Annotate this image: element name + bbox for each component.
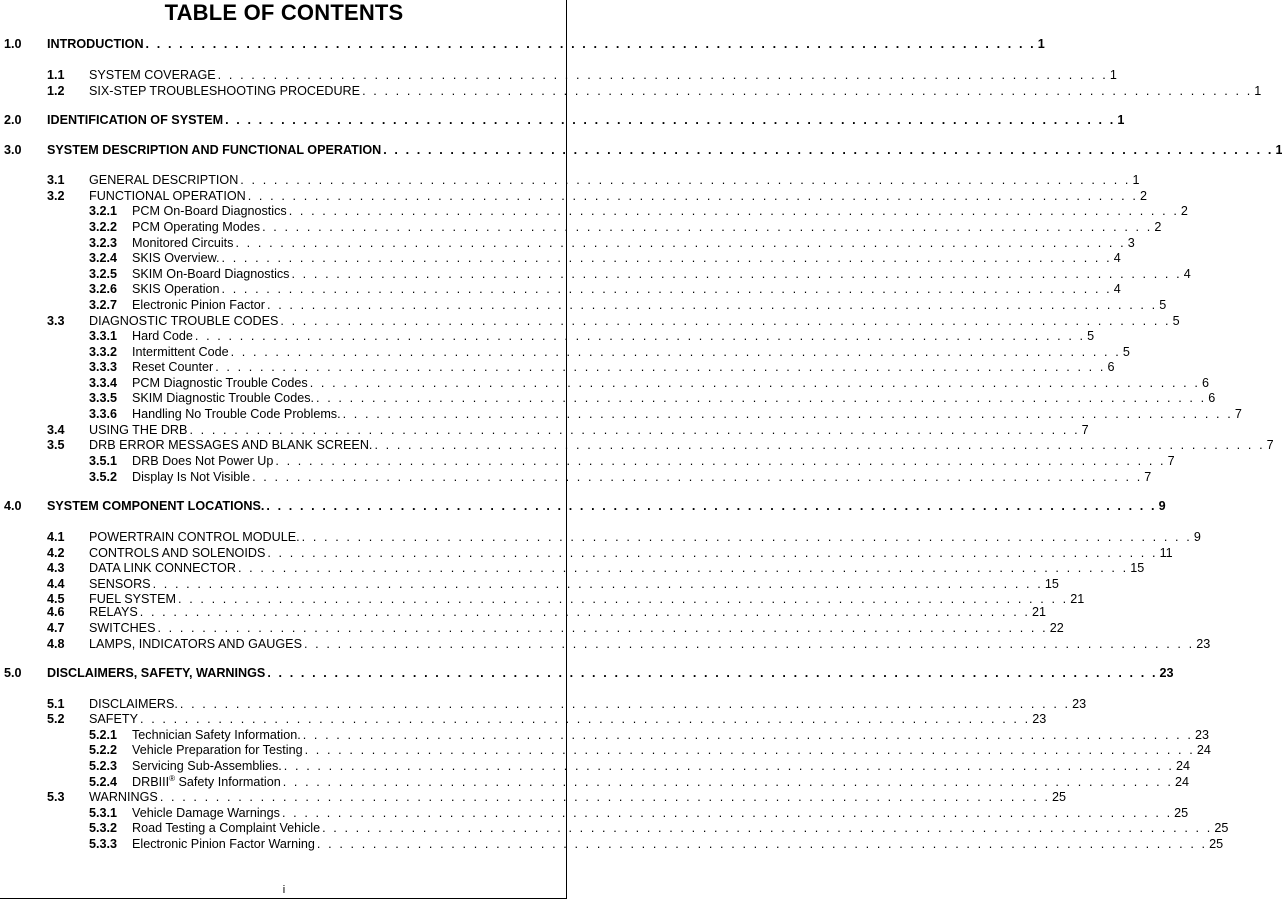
toc-entry-page: 5 bbox=[1087, 329, 1095, 343]
toc-entry[interactable] bbox=[89, 391, 1216, 406]
toc-entry[interactable] bbox=[89, 329, 1095, 344]
toc-entry-number: 4.1 bbox=[47, 530, 65, 544]
toc-entry-page: 2 bbox=[1154, 220, 1162, 234]
dot-leader: . . . . . . . . . . . . . . . . . . . . . . . . . . . . . . . . . . . . . . . . . . . . . . . . . . . . . . . . . . . . . . . . . . . . . . . . . . . . . . . . bbox=[194, 329, 1086, 343]
toc-entry-number: 2.0 bbox=[4, 113, 22, 127]
toc-entry[interactable] bbox=[47, 438, 1274, 453]
toc-entry-page: 1 bbox=[1132, 173, 1140, 187]
dot-leader: . . . . . . . . . . . . . . . . . . . . . . . . . . . . . . . . . . . . . . . . . . . . . . . . . . . . . . . . . . . . . . . . . . . . . . . . . . . . . . . . bbox=[267, 546, 1158, 560]
toc-entry-number: 3.2.4 bbox=[89, 251, 118, 265]
toc-entry-page: 2 bbox=[1139, 189, 1147, 203]
toc-entry-label: SAFETY bbox=[89, 712, 138, 726]
toc-entry-page: 1 bbox=[1275, 143, 1282, 157]
toc-entry-number: 4.2 bbox=[47, 546, 65, 560]
toc-entry-label: DISCLAIMERS, SAFETY, WARNINGS bbox=[47, 666, 266, 680]
toc-entry-number: 3.2.2 bbox=[89, 220, 118, 234]
toc-entry-number: 5.2.3 bbox=[89, 759, 118, 773]
toc-entry[interactable] bbox=[47, 173, 1140, 188]
toc-entry-page: 22 bbox=[1049, 621, 1064, 635]
toc-entry-number: 3.3 bbox=[47, 314, 65, 328]
dot-leader: . . . . . . . . . . . . . . . . . . . . . . . . . . . . . . . . . . . . . . . . . . . . . . . . . . . . . . . . . . . . . . . . . . . . . . . . . . . . . . . . bbox=[275, 454, 1166, 468]
toc-entry-number: 4.5 bbox=[47, 592, 65, 606]
toc-entry-label: INTRODUCTION bbox=[47, 37, 144, 51]
toc-entry[interactable] bbox=[89, 298, 1167, 313]
toc-entry-page: 4 bbox=[1113, 251, 1121, 265]
toc-entry-number: 4.7 bbox=[47, 621, 65, 635]
toc-entry-number: 3.2.3 bbox=[89, 236, 118, 250]
dot-leader: . . . . . . . . . . . . . . . . . . . . . . . . . . . . . . . . . . . . . . . . . . . . . . . . . . . . . . . . . . . . . . . . . . . . . . . . . . . . . . . . bbox=[280, 314, 1171, 328]
toc-entry-page: 1 bbox=[1117, 113, 1125, 127]
toc-entry-label: SWITCHES bbox=[89, 621, 156, 635]
toc-entry-label: Vehicle Preparation for Testing bbox=[132, 743, 303, 757]
toc-entry-number: 3.1 bbox=[47, 173, 65, 187]
toc-entry-page: 23 bbox=[1194, 728, 1209, 742]
toc-entry-number: 1.1 bbox=[47, 68, 65, 82]
dot-leader: . . . . . . . . . . . . . . . . . . . . . . . . . . . . . . . . . . . . . . . . . . . . . . . . . . . . . . . . . . . . . . . . . . . . . . . . . . . . . . . . bbox=[362, 84, 1253, 98]
toc-entry-page: 6 bbox=[1201, 376, 1209, 390]
toc-entry-number: 3.3.4 bbox=[89, 376, 118, 390]
toc-entry-label: SYSTEM DESCRIPTION AND FUNCTIONAL OPERATION bbox=[47, 143, 382, 157]
toc-entry-label: SYSTEM COMPONENT LOCATIONS. bbox=[47, 499, 265, 513]
dot-leader: . . . . . . . . . . . . . . . . . . . . . . . . . . . . . . . . . . . . . . . . . . . . . . . . . . . . . . . . . . . . . . . . . . . . . . . . . . . . . . . . bbox=[374, 438, 1265, 452]
dot-leader: . . . . . . . . . . . . . . . . . . . . . . . . . . . . . . . . . . . . . . . . . . . . . . . . . . . . . . . . . . . . . . . . . . . . . . . . . . . . . . . . bbox=[316, 837, 1208, 851]
dot-leader: . . . . . . . . . . . . . . . . . . . . . . . . . . . . . . . . . . . . . . . . . . . . . . . . . . . . . . . . . . . . . . . . . . . . . . . . . . . . . . . . bbox=[237, 561, 1129, 575]
toc-entry[interactable] bbox=[47, 546, 1173, 561]
toc-entry-page: 25 bbox=[1174, 806, 1189, 820]
dot-leader: . . . . . . . . . . . . . . . . . . . . . . . . . . . . . . . . . . . . . . . . . . . . . . . . . . . . . . . . . . . . . . . . . . . . . . . . . . . . . . . . bbox=[283, 759, 1175, 773]
toc-entry-label: Hard Code bbox=[132, 329, 193, 343]
toc-entry-page: 6 bbox=[1107, 360, 1115, 374]
toc-entry-number: 4.3 bbox=[47, 561, 65, 575]
toc-entry[interactable] bbox=[47, 712, 1047, 727]
toc-entry-number: 3.5.2 bbox=[89, 470, 118, 484]
toc-entry-label: SKIM On-Board Diagnostics bbox=[132, 267, 290, 281]
toc-entry-label: WARNINGS bbox=[89, 790, 158, 804]
toc-entry-number: 5.1 bbox=[47, 697, 65, 711]
toc-entry-page: 15 bbox=[1130, 561, 1145, 575]
dot-leader: . . . . . . . . . . . . . . . . . . . . . . . . . . . . . . . . . . . . . . . . . . . . . . . . . . . . . . . . . . . . . . . . . . . . . . . . . . . . . . . . bbox=[152, 577, 1043, 591]
toc-entry-label: Handling No Trouble Code Problems. bbox=[132, 407, 341, 421]
toc-entry-number: 3.0 bbox=[4, 143, 22, 157]
toc-entry[interactable] bbox=[89, 470, 1152, 485]
toc-entry-number: 4.4 bbox=[47, 577, 65, 591]
dot-leader: . . . . . . . . . . . . . . . . . . . . . . . . . . . . . . . . . . . . . . . . . . . . . . . . . . . . . . . . . . . . . . . . . . . . . . . . . . . . . . . . bbox=[301, 530, 1192, 544]
toc-entry-page: 5 bbox=[1172, 314, 1180, 328]
toc-entry[interactable] bbox=[4, 113, 1125, 128]
toc-entry[interactable] bbox=[47, 530, 1201, 545]
dot-leader: . . . . . . . . . . . . . . . . . . . . . . . . . . . . . . . . . . . . . . . . . . . . . . . . . . . . . . . . . . . . . . . . . . . . . . . . . . . . . . . . bbox=[145, 37, 1036, 51]
toc-entry-number: 1.2 bbox=[47, 84, 65, 98]
toc-entry-label: DRB Does Not Power Up bbox=[132, 454, 274, 468]
toc-entry-number: 3.5 bbox=[47, 438, 65, 452]
toc-entry-number: 5.0 bbox=[4, 666, 22, 680]
toc-entry-page: 9 bbox=[1193, 530, 1201, 544]
toc-entry-label: SKIS Overview. bbox=[132, 251, 220, 265]
toc-entry-label: SYSTEM COVERAGE bbox=[89, 68, 216, 82]
dot-leader: . . . . . . . . . . . . . . . . . . . . . . . . . . . . . . . . . . . . . . . . . . . . . . . . . . . . . . . . . . . . . . . . . . . . . . . . . . . . . . . . bbox=[304, 743, 1195, 757]
toc-entry[interactable] bbox=[89, 759, 1191, 774]
toc-entry-page: 3 bbox=[1127, 236, 1135, 250]
dot-leader: . . . . . . . . . . . . . . . . . . . . . . . . . . . . . . . . . . . . . . . . . . . . . . . . . . . . . . . . . . . . . . . . . . . . . . . . . . . . . . . . bbox=[267, 298, 1158, 312]
dot-leader: . . . . . . . . . . . . . . . . . . . . . . . . . . . . . . . . . . . . . . . . . . . . . . . . . . . . . . . . . . . . . . . . . . . . . . . . . . . . . . . . bbox=[282, 775, 1173, 789]
dot-leader: . . . . . . . . . . . . . . . . . . . . . . . . . . . . . . . . . . . . . . . . . . . . . . . . . . . . . . . . . . . . . . . . . . . . . . . . . . . . . . . . bbox=[178, 592, 1069, 606]
toc-entry-label: LAMPS, INDICATORS AND GAUGES bbox=[89, 637, 302, 651]
toc-entry-number: 5.2 bbox=[47, 712, 65, 726]
toc-entry[interactable] bbox=[89, 773, 1189, 790]
toc-entry-number: 3.3.6 bbox=[89, 407, 118, 421]
toc-entry-label: DRBIII® Safety Information bbox=[132, 773, 281, 789]
toc-entry-number: 3.2.7 bbox=[89, 298, 118, 312]
toc-entry-label: DRB ERROR MESSAGES AND BLANK SCREEN. bbox=[89, 438, 373, 452]
toc-entry-label: SKIS Operation bbox=[132, 282, 220, 296]
toc-entry[interactable] bbox=[47, 605, 1047, 620]
toc-entry-label: SENSORS bbox=[89, 577, 151, 591]
dot-leader: . . . . . . . . . . . . . . . . . . . . . . . . . . . . . . . . . . . . . . . . . . . . . . . . . . . . . . . . . . . . . . . . . . . . . . . . . . . . . . . . bbox=[215, 360, 1106, 374]
toc-entry-label: RELAYS bbox=[89, 605, 138, 619]
toc-entry-label: FUNCTIONAL OPERATION bbox=[89, 189, 246, 203]
toc-entry-page: 23 bbox=[1072, 697, 1087, 711]
dot-leader: . . . . . . . . . . . . . . . . . . . . . . . . . . . . . . . . . . . . . . . . . . . . . . . . . . . . . . . . . . . . . . . . . . . . . . . . . . . . . . . . bbox=[140, 712, 1031, 726]
dot-leader: . . . . . . . . . . . . . . . . . . . . . . . . . . . . . . . . . . . . . . . . . . . . . . . . . . . . . . . . . . . . . . . . . . . . . . . . . . . . . . . . bbox=[221, 282, 1112, 296]
dot-leader: . . . . . . . . . . . . . . . . . . . . . . . . . . . . . . . . . . . . . . . . . . . . . . . . . . . . . . . . . . . . . . . . . . . . . . . . . . . . . . . . bbox=[267, 666, 1158, 680]
toc-entry-label: PCM Operating Modes bbox=[132, 220, 261, 234]
dot-leader: . . . . . . . . . . . . . . . . . . . . . . . . . . . . . . . . . . . . . . . . . . . . . . . . . . . . . . . . . . . . . . . . . . . . . . . . . . . . . . . . bbox=[179, 697, 1071, 711]
toc-entry-label: Display Is Not Visible bbox=[132, 470, 251, 484]
toc-entry-number: 3.4 bbox=[47, 423, 65, 437]
toc-entry-number: 3.5.1 bbox=[89, 454, 118, 468]
toc-entry-page: 4 bbox=[1183, 267, 1191, 281]
toc-entry[interactable] bbox=[47, 68, 1117, 83]
toc-entry-page: 5 bbox=[1122, 345, 1130, 359]
toc-entry-number: 4.8 bbox=[47, 637, 65, 651]
toc-entry-number: 4.6 bbox=[47, 605, 65, 619]
toc-entry-number: 1.0 bbox=[4, 37, 22, 51]
dot-leader: . . . . . . . . . . . . . . . . . . . . . . . . . . . . . . . . . . . . . . . . . . . . . . . . . . . . . . . . . . . . . . . . . . . . . . . . . . . . . . . . bbox=[316, 391, 1207, 405]
toc-entry-label: PCM On-Board Diagnostics bbox=[132, 204, 287, 218]
toc-entry-label: DATA LINK CONNECTOR bbox=[89, 561, 236, 575]
toc-entry-page: 23 bbox=[1159, 666, 1174, 680]
toc-entry-label: Vehicle Damage Warnings bbox=[132, 806, 280, 820]
toc-entry[interactable] bbox=[4, 499, 1166, 514]
toc-entry[interactable] bbox=[89, 267, 1191, 282]
toc-entry-page: 23 bbox=[1032, 712, 1047, 726]
toc-entry-number: 3.2.6 bbox=[89, 282, 118, 296]
dot-leader: . . . . . . . . . . . . . . . . . . . . . . . . . . . . . . . . . . . . . . . . . . . . . . . . . . . . . . . . . . . . . . . . . . . . . . . . . . . . . . . . bbox=[281, 806, 1173, 820]
dot-leader: . . . . . . . . . . . . . . . . . . . . . . . . . . . . . . . . . . . . . . . . . . . . . . . . . . . . . . . . . . . . . . . . . . . . . . . . . . . . . . . . bbox=[291, 267, 1182, 281]
toc-entry[interactable] bbox=[4, 143, 1282, 158]
toc-entry-page: 1 bbox=[1254, 84, 1262, 98]
dot-leader: . . . . . . . . . . . . . . . . . . . . . . . . . . . . . . . . . . . . . . . . . . . . . . . . . . . . . . . . . . . . . . . . . . . . . . . . . . . . . . . . bbox=[322, 821, 1213, 835]
toc-entry-page: 21 bbox=[1032, 605, 1047, 619]
dot-leader: . . . . . . . . . . . . . . . . . . . . . . . . . . . . . . . . . . . . . . . . . . . . . . . . . . . . . . . . . . . . . . . . . . . . . . . . . . . . . . . . bbox=[262, 220, 1153, 234]
toc-entry-page: 15 bbox=[1044, 577, 1059, 591]
toc-entry-page: 25 bbox=[1209, 837, 1224, 851]
dot-leader: . . . . . . . . . . . . . . . . . . . . . . . . . . . . . . . . . . . . . . . . . . . . . . . . . . . . . . . . . . . . . . . . . . . . . . . . . . . . . . . . bbox=[225, 113, 1116, 127]
toc-entry-label: CONTROLS AND SOLENOIDS bbox=[89, 546, 266, 560]
dot-leader: . . . . . . . . . . . . . . . . . . . . . . . . . . . . . . . . . . . . . . . . . . . . . . . . . . . . . . . . . . . . . . . . . . . . . . . . . . . . . . . . bbox=[157, 621, 1048, 635]
toc-entry-label: Road Testing a Complaint Vehicle bbox=[132, 821, 321, 835]
toc-entry-page: 7 bbox=[1266, 438, 1274, 452]
toc-entry-page: 1 bbox=[1037, 37, 1045, 51]
toc-entry[interactable] bbox=[89, 821, 1229, 836]
page-number-footer: i bbox=[282, 884, 286, 896]
toc-entry[interactable] bbox=[89, 345, 1130, 360]
toc-entry-page: 24 bbox=[1176, 759, 1191, 773]
toc-entry-number: 3.2.1 bbox=[89, 204, 118, 218]
toc-entry-label: USING THE DRB bbox=[89, 423, 188, 437]
toc-entry-page: 25 bbox=[1214, 821, 1229, 835]
dot-leader: . . . . . . . . . . . . . . . . . . . . . . . . . . . . . . . . . . . . . . . . . . . . . . . . . . . . . . . . . . . . . . . . . . . . . . . . . . . . . . . . bbox=[309, 376, 1200, 390]
toc-entry-number: 3.2 bbox=[47, 189, 65, 203]
page-title: TABLE OF CONTENTS bbox=[164, 0, 404, 25]
dot-leader: . . . . . . . . . . . . . . . . . . . . . . . . . . . . . . . . . . . . . . . . . . . . . . . . . . . . . . . . . . . . . . . . . . . . . . . . . . . . . . . . bbox=[383, 143, 1274, 157]
toc-entry[interactable] bbox=[47, 697, 1087, 712]
toc-entry[interactable] bbox=[89, 282, 1121, 297]
toc-entry[interactable] bbox=[89, 204, 1188, 219]
toc-entry[interactable] bbox=[89, 376, 1209, 391]
toc-entry-page: 4 bbox=[1113, 282, 1121, 296]
toc-entry-number: 3.3.2 bbox=[89, 345, 118, 359]
toc-entry-number: 3.3.3 bbox=[89, 360, 118, 374]
toc-entry[interactable] bbox=[47, 621, 1064, 636]
toc-entry-label: Reset Counter bbox=[132, 360, 214, 374]
toc-entry-page: 7 bbox=[1234, 407, 1242, 421]
toc-entry-page: 7 bbox=[1081, 423, 1089, 437]
dot-leader: . . . . . . . . . . . . . . . . . . . . . . . . . . . . . . . . . . . . . . . . . . . . . . . . . . . . . . . . . . . . . . . . . . . . . . . . . . . . . . . . bbox=[247, 189, 1138, 203]
dot-leader: . . . . . . . . . . . . . . . . . . . . . . . . . . . . . . . . . . . . . . . . . . . . . . . . . . . . . . . . . . . . . . . . . . . . . . . . . . . . . . . . bbox=[217, 68, 1108, 82]
toc-entry[interactable] bbox=[89, 407, 1242, 422]
toc-entry[interactable] bbox=[47, 84, 1262, 99]
toc-entry[interactable] bbox=[4, 37, 1045, 52]
toc-entry-page: 2 bbox=[1180, 204, 1188, 218]
toc-entry[interactable] bbox=[47, 561, 1145, 576]
dot-leader: . . . . . . . . . . . . . . . . . . . . . . . . . . . . . . . . . . . . . . . . . . . . . . . . . . . . . . . . . . . . . . . . . . . . . . . . . . . . . . . . bbox=[303, 637, 1195, 651]
toc-entry[interactable] bbox=[47, 189, 1147, 204]
dot-leader: . . . . . . . . . . . . . . . . . . . . . . . . . . . . . . . . . . . . . . . . . . . . . . . . . . . . . . . . . . . . . . . . . . . . . . . . . . . . . . . . bbox=[342, 407, 1233, 421]
dot-leader: . . . . . . . . . . . . . . . . . . . . . . . . . . . . . . . . . . . . . . . . . . . . . . . . . . . . . . . . . . . . . . . . . . . . . . . . . . . . . . . . bbox=[189, 423, 1080, 437]
toc-entry-label: FUEL SYSTEM bbox=[89, 592, 177, 606]
toc-entry-label: POWERTRAIN CONTROL MODULE. bbox=[89, 530, 300, 544]
toc-entry[interactable] bbox=[89, 837, 1224, 852]
toc-entry-page: 9 bbox=[1158, 499, 1166, 513]
toc-entry[interactable] bbox=[47, 637, 1211, 652]
dot-leader: . . . . . . . . . . . . . . . . . . . . . . . . . . . . . . . . . . . . . . . . . . . . . . . . . . . . . . . . . . . . . . . . . . . . . . . . . . . . . . . . bbox=[266, 499, 1157, 513]
toc-entry[interactable] bbox=[47, 790, 1067, 805]
toc-entry-label: Intermittent Code bbox=[132, 345, 229, 359]
toc-entry[interactable] bbox=[89, 454, 1175, 469]
toc-entry-label: Technician Safety Information. bbox=[132, 728, 301, 742]
toc-entry-page: 7 bbox=[1167, 454, 1175, 468]
dot-leader: . . . . . . . . . . . . . . . . . . . . . . . . . . . . . . . . . . . . . . . . . . . . . . . . . . . . . . . . . . . . . . . . . . . . . . . . . . . . . . . . bbox=[288, 204, 1179, 218]
toc-entry[interactable] bbox=[89, 728, 1209, 743]
dot-leader: . . . . . . . . . . . . . . . . . . . . . . . . . . . . . . . . . . . . . . . . . . . . . . . . . . . . . . . . . . . . . . . . . . . . . . . . . . . . . . . . bbox=[240, 173, 1131, 187]
toc-entry-number: 5.3.3 bbox=[89, 837, 118, 851]
toc-entry-number: 3.2.5 bbox=[89, 267, 118, 281]
toc-entry-number: 3.3.1 bbox=[89, 329, 118, 343]
toc-entry-label: Electronic Pinion Factor Warning bbox=[132, 837, 315, 851]
toc-entry[interactable] bbox=[89, 743, 1211, 758]
toc-entry[interactable] bbox=[47, 423, 1089, 438]
toc-entry-number: 5.2.2 bbox=[89, 743, 118, 757]
toc-entry-label: SIX-STEP TROUBLESHOOTING PROCEDURE bbox=[89, 84, 361, 98]
toc-entry[interactable] bbox=[4, 666, 1174, 681]
toc-entry-number: 5.3.2 bbox=[89, 821, 118, 835]
toc-entry-page: 6 bbox=[1208, 391, 1216, 405]
toc-entry-number: 5.2.4 bbox=[89, 775, 118, 789]
toc-entry[interactable] bbox=[47, 577, 1059, 592]
toc-entry-number: 5.3.1 bbox=[89, 806, 118, 820]
toc-entry-number: 3.3.5 bbox=[89, 391, 118, 405]
toc-entry[interactable] bbox=[47, 314, 1180, 329]
toc-entry-page: 7 bbox=[1144, 470, 1152, 484]
dot-leader: . . . . . . . . . . . . . . . . . . . . . . . . . . . . . . . . . . . . . . . . . . . . . . . . . . . . . . . . . . . . . . . . . . . . . . . . . . . . . . . . bbox=[159, 790, 1051, 804]
toc-entry-label: Servicing Sub-Assemblies. bbox=[132, 759, 282, 773]
toc-entry-label: GENERAL DESCRIPTION bbox=[89, 173, 239, 187]
toc-entry-label: PCM Diagnostic Trouble Codes bbox=[132, 376, 308, 390]
toc-entry-label: Electronic Pinion Factor bbox=[132, 298, 265, 312]
dot-leader: . . . . . . . . . . . . . . . . . . . . . . . . . . . . . . . . . . . . . . . . . . . . . . . . . . . . . . . . . . . . . . . . . . . . . . . . . . . . . . . . bbox=[235, 236, 1126, 250]
dot-leader: . . . . . . . . . . . . . . . . . . . . . . . . . . . . . . . . . . . . . . . . . . . . . . . . . . . . . . . . . . . . . . . . . . . . . . . . . . . . . . . . bbox=[302, 728, 1193, 742]
dot-leader: . . . . . . . . . . . . . . . . . . . . . . . . . . . . . . . . . . . . . . . . . . . . . . . . . . . . . . . . . . . . . . . . . . . . . . . . . . . . . . . . bbox=[230, 345, 1121, 359]
toc-entry[interactable] bbox=[89, 236, 1135, 251]
toc-entry-number: 4.0 bbox=[4, 499, 22, 513]
toc-entry-number: 5.2.1 bbox=[89, 728, 118, 742]
toc-entry-page: 11 bbox=[1159, 546, 1173, 560]
toc-entry-label: Monitored Circuits bbox=[132, 236, 234, 250]
toc-entry[interactable] bbox=[89, 220, 1162, 235]
toc-entry-number: 5.3 bbox=[47, 790, 65, 804]
toc-entry-page: 25 bbox=[1052, 790, 1067, 804]
toc-entry-page: 5 bbox=[1159, 298, 1167, 312]
toc-entry[interactable] bbox=[89, 806, 1189, 821]
toc-entry-page: 24 bbox=[1174, 775, 1189, 789]
toc-entry-label: DIAGNOSTIC TROUBLE CODES bbox=[89, 314, 279, 328]
toc-entry-label: SKIM Diagnostic Trouble Codes. bbox=[132, 391, 314, 405]
toc-entry[interactable] bbox=[89, 251, 1121, 266]
toc-entry-label: IDENTIFICATION OF SYSTEM bbox=[47, 113, 224, 127]
toc-entry-page: 23 bbox=[1196, 637, 1211, 651]
toc-entry-page: 24 bbox=[1196, 743, 1211, 757]
toc-entry-label: DISCLAIMERS. bbox=[89, 697, 178, 711]
toc-entry-page: 21 bbox=[1070, 592, 1085, 606]
dot-leader: . . . . . . . . . . . . . . . . . . . . . . . . . . . . . . . . . . . . . . . . . . . . . . . . . . . . . . . . . . . . . . . . . . . . . . . . . . . . . . . . bbox=[139, 605, 1030, 619]
dot-leader: . . . . . . . . . . . . . . . . . . . . . . . . . . . . . . . . . . . . . . . . . . . . . . . . . . . . . . . . . . . . . . . . . . . . . . . . . . . . . . . . bbox=[221, 251, 1112, 265]
toc-entry-page: 1 bbox=[1109, 68, 1117, 82]
dot-leader: . . . . . . . . . . . . . . . . . . . . . . . . . . . . . . . . . . . . . . . . . . . . . . . . . . . . . . . . . . . . . . . . . . . . . . . . . . . . . . . . bbox=[252, 470, 1143, 484]
toc-entry[interactable] bbox=[89, 360, 1115, 375]
